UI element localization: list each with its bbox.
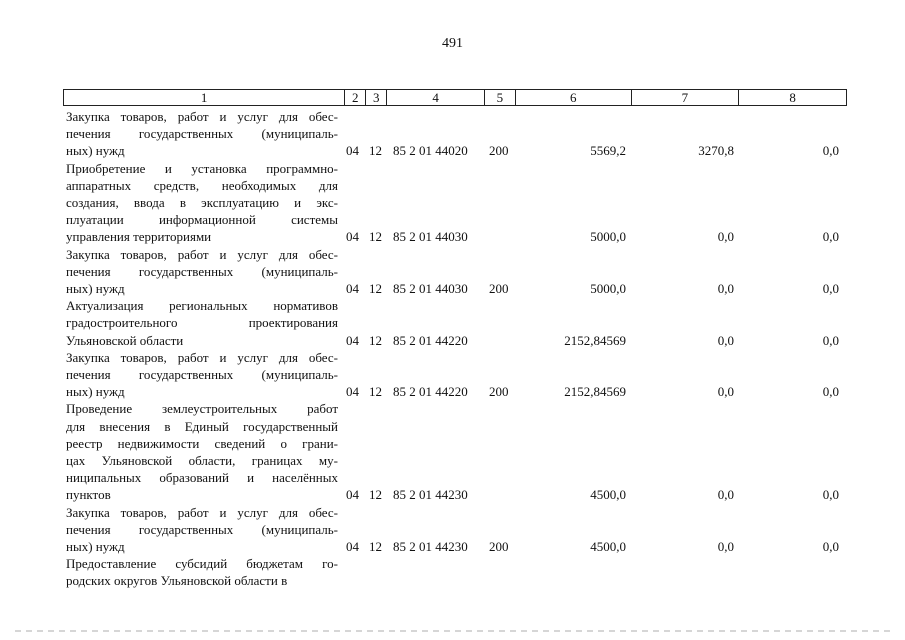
cell-c3: 12	[369, 143, 382, 159]
header-col-4: 4	[387, 90, 485, 105]
description-line: родских округов Ульяновской области в	[66, 573, 288, 589]
table-body	[66, 108, 856, 590]
description-line: печения государственных (муниципаль-	[66, 126, 338, 142]
description-line: Закупка товаров, работ и услуг для обес-	[66, 349, 338, 365]
description-line: Закупка товаров, работ и услуг для обес-	[66, 246, 338, 262]
cell-c8: 0,0	[822, 487, 839, 503]
description-line: ных) нужд	[66, 539, 125, 555]
cell-c4: 85 2 01 44020	[393, 143, 468, 159]
table-row	[66, 297, 856, 349]
header-col-1: 1	[64, 90, 345, 105]
cell-c7: 0,0	[717, 332, 734, 348]
description-line: цах Ульяновской области, границах му-	[66, 453, 338, 469]
cell-c6: 4500,0	[590, 487, 626, 503]
description-line: Ульяновской области	[66, 332, 184, 348]
row-description	[66, 246, 338, 298]
cell-c3: 12	[369, 229, 382, 245]
row-description	[66, 108, 338, 160]
table-row	[66, 504, 856, 556]
cell-c7: 0,0	[717, 539, 734, 555]
scan-artifact	[15, 630, 890, 632]
cell-c2: 04	[346, 332, 359, 348]
description-line: ных) нужд	[66, 384, 125, 400]
cell-c4: 85 2 01 44030	[393, 229, 468, 245]
description-line: ных) нужд	[66, 281, 125, 297]
description-line: градостроительного проектирования	[66, 315, 338, 331]
cell-c5: 200	[489, 384, 509, 400]
description-line: Закупка товаров, работ и услуг для обес-	[66, 504, 338, 520]
cell-c3: 12	[369, 384, 382, 400]
cell-c6: 2152,84569	[564, 384, 626, 400]
cell-c2: 04	[346, 539, 359, 555]
cell-c7: 0,0	[717, 384, 734, 400]
cell-c6: 2152,84569	[564, 332, 626, 348]
cell-c6: 5000,0	[590, 281, 626, 297]
header-col-2: 2	[345, 90, 366, 105]
cell-c2: 04	[346, 281, 359, 297]
table-row	[66, 400, 856, 503]
table-row	[66, 160, 856, 246]
cell-c3: 12	[369, 332, 382, 348]
cell-c8: 0,0	[822, 229, 839, 245]
cell-c7: 0,0	[717, 281, 734, 297]
page-number: 491	[442, 36, 463, 51]
table-row	[66, 246, 856, 298]
description-line: аппаратных средств, необходимых для	[66, 177, 338, 193]
table-header	[63, 89, 847, 106]
cell-c4: 85 2 01 44230	[393, 539, 468, 555]
description-line: ниципальных образований и населённых	[66, 470, 338, 486]
cell-c7: 0,0	[717, 487, 734, 503]
cell-c6: 4500,0	[590, 539, 626, 555]
description-line: печения государственных (муниципаль-	[66, 367, 338, 383]
cell-c2: 04	[346, 487, 359, 503]
cell-c4: 85 2 01 44030	[393, 281, 468, 297]
cell-c7: 3270,8	[698, 143, 734, 159]
row-description	[66, 349, 338, 401]
cell-c8: 0,0	[822, 143, 839, 159]
header-col-3: 3	[366, 90, 387, 105]
cell-c8: 0,0	[822, 281, 839, 297]
table-row	[66, 349, 856, 401]
row-description	[66, 555, 338, 589]
row-description	[66, 297, 338, 349]
cell-c2: 04	[346, 384, 359, 400]
description-line: плуатации информационной системы	[66, 212, 338, 228]
row-description	[66, 160, 338, 246]
description-line: Проведение землеустроительных работ	[66, 401, 338, 417]
description-line: пунктов	[66, 487, 111, 503]
table-row	[66, 555, 856, 589]
row-description	[66, 400, 338, 503]
description-line: создания, ввода в эксплуатацию и экс-	[66, 195, 338, 211]
cell-c4: 85 2 01 44220	[393, 332, 468, 348]
cell-c5: 200	[489, 143, 509, 159]
table-row	[66, 108, 856, 160]
description-line: печения государственных (муниципаль-	[66, 521, 338, 537]
cell-c5: 200	[489, 539, 509, 555]
cell-c8: 0,0	[822, 332, 839, 348]
cell-c3: 12	[369, 487, 382, 503]
header-col-8: 8	[789, 90, 796, 105]
description-line: реестр недвижимости сведений о грани-	[66, 435, 338, 451]
header-col-5: 5	[485, 90, 516, 105]
description-line: печения государственных (муниципаль-	[66, 263, 338, 279]
cell-c5: 200	[489, 281, 509, 297]
cell-c6: 5569,2	[590, 143, 626, 159]
cell-c3: 12	[369, 539, 382, 555]
cell-c6: 5000,0	[590, 229, 626, 245]
header-col-6: 6	[516, 90, 632, 105]
cell-c8: 0,0	[822, 539, 839, 555]
description-line: Актуализация региональных нормативов	[66, 298, 338, 314]
description-line: ных) нужд	[66, 143, 125, 159]
cell-c3: 12	[369, 281, 382, 297]
cell-c4: 85 2 01 44220	[393, 384, 468, 400]
description-line: Приобретение и установка программно-	[66, 160, 338, 176]
cell-c4: 85 2 01 44230	[393, 487, 468, 503]
cell-c2: 04	[346, 229, 359, 245]
description-line: Закупка товаров, работ и услуг для обес-	[66, 109, 338, 124]
cell-c2: 04	[346, 143, 359, 159]
description-line: управления территориями	[66, 229, 212, 245]
cell-c8: 0,0	[822, 384, 839, 400]
description-line: для внесения в Единый государственный	[66, 418, 338, 434]
header-col-7: 7	[632, 90, 740, 105]
row-description	[66, 504, 338, 556]
description-line: Предоставление субсидий бюджетам го-	[66, 556, 338, 572]
cell-c7: 0,0	[717, 229, 734, 245]
